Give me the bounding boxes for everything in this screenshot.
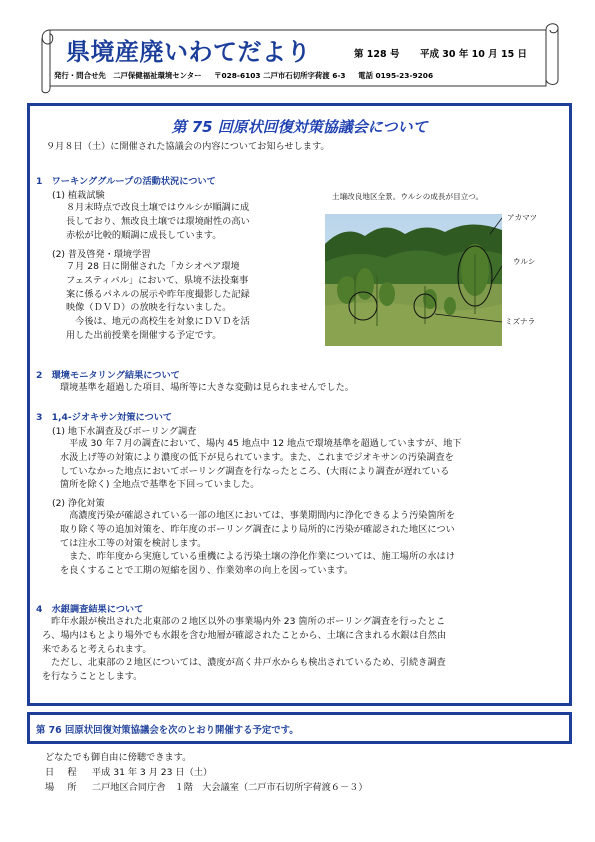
header-banner <box>36 22 560 94</box>
section-1-heading: 1 ワーキンググループの活動状況について <box>36 176 216 187</box>
section-1-item-1-title: (1) 植栽試験 <box>52 190 105 201</box>
label-akamatsu: アカマツ <box>507 213 538 222</box>
phone: 電話 0195-23-9206 <box>358 71 434 80</box>
publisher: 発行・問合せ先 二戸保健福祉環境センター <box>54 71 202 80</box>
section-3-item-2-text: 高濃度汚染が確認されている一部の地区においては、事業期間内に浄化できるよう汚染箇所を 取り除く等の追加対策を、昨年度のボーリング調査により局所的に汚染が確認された地区につい ては注水工等の対策を検討します。 また、昨年度から実施している重機による汚染土壌の浄化作業については、施工場所の水はけ を良くすることで工期の短縮を図り、作業効率の向上を図っています。 <box>60 510 456 577</box>
section-1-item-2-title: (2) 普及啓発・環境学習 <box>52 249 151 260</box>
issue-date: 平成 30 年 10 月 15 日 <box>420 49 528 60</box>
section-3-heading: 3 1,4-ジオキサン対策について <box>36 412 173 423</box>
announcement-box <box>27 712 572 744</box>
section-1-item-2-text: ７月 28 日に開催された「カシオペア環境 フェスティバル」において、県境不法投棄事 案に係るパネルの展示や昨年度撮影した記録 映像（ＤＶＤ）の放映を行ないました。 今後は、地元の高校生を対象にＤＶＤを活 用した出前授業を開催する予定です。 <box>66 261 250 341</box>
section-3-item-1-text: 平成 30 年７月の調査において、場内 45 地点中 12 地点で環境基準を超過していますが、地下 水汲上げ等の対策により濃度の低下が見られています。また、これまでジオキサンの汚染調査を していなかった地点においてボーリング調査を行なったところ、(大雨により調査が遅れている 箇所を除く) 全地点で基準を下回っていました。 <box>60 438 462 491</box>
article-frame <box>27 103 572 706</box>
schedule-row <box>45 765 368 780</box>
schedule-label: 日 程 <box>45 767 79 778</box>
label-mizunara: ミズナラ <box>505 317 536 326</box>
photo-caption: 土壌改良地区全景。ウルシの成長が目立つ。 <box>332 192 484 201</box>
label-urushi: ウルシ <box>513 257 536 266</box>
section-2-text: 環境基準を超過した項目、場所等に大きな変動は見られませんでした。 <box>60 382 354 393</box>
article-title: 第 75 回原状回復対策協議会について <box>171 118 428 136</box>
section-1-item-1-text: ８月末時点で改良土壌ではウルシが順調に成 長しており、無改良土壌では環境耐性の高い 赤松が比較的順調に成長しています。 <box>66 202 250 241</box>
place-label: 場 所 <box>45 782 79 793</box>
place-value: 二戸地区合同庁舎 １階 大会議室（二戸市石切所字荷渡６－３） <box>91 782 368 793</box>
section-2-heading: 2 環境モニタリング結果について <box>36 370 180 381</box>
issue-number: 第 128 号 <box>354 49 400 60</box>
place-row <box>45 780 368 795</box>
section-4-text: 昨年水銀が検出された北東部の２地区以外の事業場内外 23 箇所のボーリング調査を行ったとこ ろ、場内はもとより場外でも水銀を含む地層が確認されたことから、土壌に含まれる水銀は自然由 来であると考えられます。 ただし、北東部の２地区については、濃度が高く井戸水からも検出されているため、引続き調査 を行なうこととします。 <box>42 616 447 683</box>
section-3-item-2-title: (2) 浄化対策 <box>52 498 105 509</box>
article-intro: ９月８日（土）に開催された協議会の内容についてお知らせします。 <box>46 141 330 152</box>
newsletter-title: 県境産廃いわてだより <box>66 38 311 66</box>
announcement-title: 第 76 回原状回復対策協議会を次のとおり開催する予定です。 <box>36 725 299 736</box>
contact-line <box>54 70 443 81</box>
site-photo <box>325 214 502 346</box>
section-3-item-1-title: (1) 地下水調査及びボーリング調査 <box>52 426 197 437</box>
section-4-heading: 4 水銀調査結果について <box>36 604 144 615</box>
announcement-note: どなたでも御自由に傍聴できます。 <box>45 752 192 763</box>
meeting-details <box>45 750 368 795</box>
schedule-value: 平成 31 年 3 月 23 日（土） <box>91 767 213 778</box>
address: 〒028-6103 二戸市石切所字荷渡 6-3 <box>214 71 346 80</box>
